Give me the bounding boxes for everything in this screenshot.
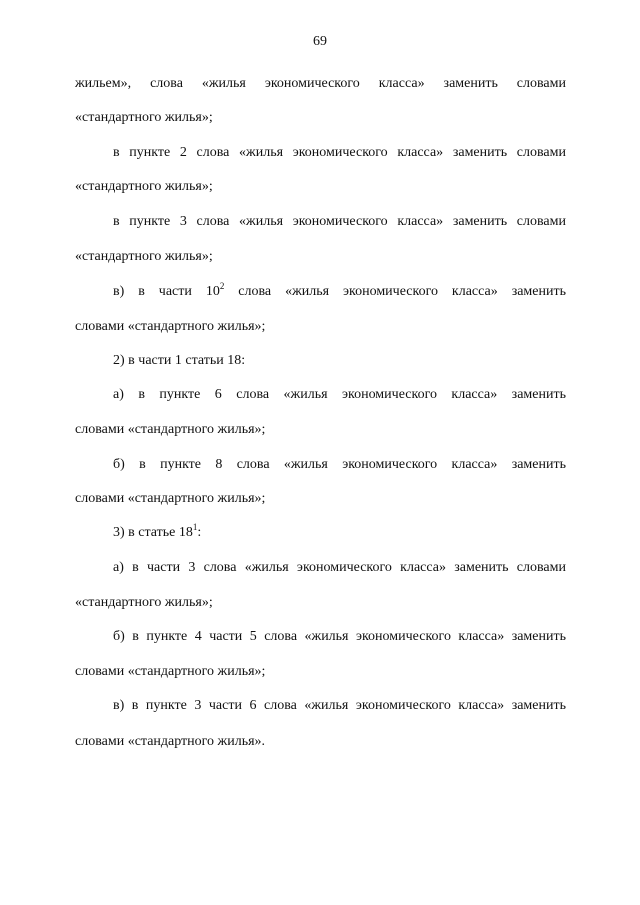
text-line: в) в пункте 3 части 6 слова «жилья экономического класса» заменить [113,698,566,713]
text-line: в пункте 2 слова «жилья экономического класса» заменить словами [113,145,566,160]
text-line: б) в пункте 8 слова «жилья экономического класса» заменить [113,457,566,472]
text-line: «стандартного жилья»; [75,179,213,194]
text-line: в пункте 3 слова «жилья экономического класса» заменить словами [113,214,566,229]
line-part: : [197,525,202,540]
superscript: 1 [192,522,198,532]
text-line: б) в пункте 4 части 5 слова «жилья экономического класса» заменить [113,629,566,644]
line-part: в) в части 10 [113,284,220,299]
text-line: «стандартного жилья»; [75,249,213,264]
line-part: 3) в статье 18 [113,525,193,540]
text-line-superscript [113,524,566,542]
text-line: словами «стандартного жилья»; [75,319,266,334]
text-line: жильем», слова «жилья экономического класса» заменить словами [75,76,566,91]
text-line: а) в пункте 6 слова «жилья экономического класса» заменить [113,387,566,402]
text-line: «стандартного жилья»; [75,595,213,610]
page-number: 69 [313,34,327,49]
superscript: 2 [219,281,225,291]
text-line: словами «стандартного жилья». [75,734,266,749]
text-line-superscript [113,283,566,301]
text-line: словами «стандартного жилья»; [75,491,266,506]
text-line: 2) в части 1 статьи 18: [113,353,246,368]
text-line: словами «стандартного жилья»; [75,422,266,437]
text-line: а) в части 3 слова «жилья экономического класса» заменить словами [113,560,566,575]
text-line: «стандартного жилья»; [75,110,213,125]
text-line: словами «стандартного жилья»; [75,664,266,679]
line-part: слова «жилья экономического класса» заменить [224,284,566,299]
